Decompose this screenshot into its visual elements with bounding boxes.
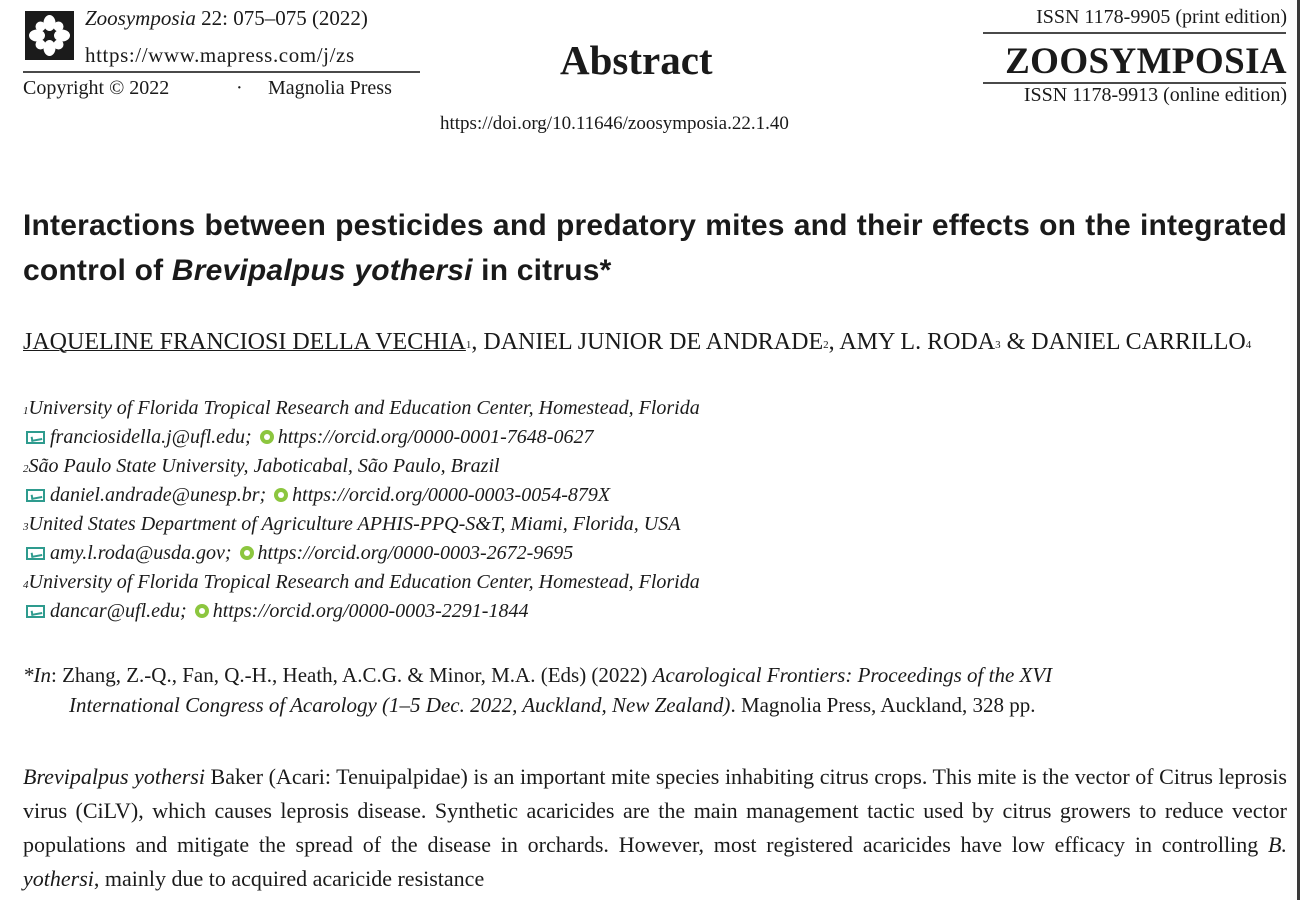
journal-volume-pages: 22: 075–075 (2022) (201, 6, 368, 30)
body-text: Baker (Acari: Tenuipalpidae) is an important mite species inhabiting citrus crops. This mite is the vector of Citrus leprosis virus (CiLV), which causes leprosis disease. Synthetic acaricides are the main management tactic used by citrus growers to reduce vector populations and mitigate the spread of the disease in orchards. However, most registered acaricides have low efficacy in controlling (23, 764, 1287, 857)
note-publisher: . Magnolia Press, Auckland, 328 pp. (730, 693, 1036, 717)
contact-line (23, 539, 700, 568)
email-icon (26, 431, 45, 444)
journal-title-banner: ZOOSYMPOSIA (1005, 41, 1287, 82)
author-name: DANIEL JUNIOR DE ANDRADE (483, 329, 824, 355)
author-affiliation-mark: 2 (823, 339, 829, 351)
author-name: DANIEL CARRILLO (1031, 329, 1246, 355)
email-icon (26, 605, 45, 618)
email-icon (26, 547, 45, 560)
author-separator: , (471, 329, 484, 355)
journal-name: Zoosymposia (85, 6, 196, 30)
author-separator: & (1000, 329, 1032, 355)
orcid-link[interactable]: https://orcid.org/0000-0003-2672-9695 (257, 542, 574, 564)
orcid-icon (260, 430, 274, 444)
affiliation-institution: University of Florida Tropical Research and Education Center, Homestead, Florida (28, 397, 700, 419)
affiliation-line (23, 394, 700, 423)
author-list (23, 325, 1287, 360)
orcid-link[interactable]: https://orcid.org/0000-0003-2291-1844 (212, 600, 529, 622)
section-label: Abstract (560, 37, 713, 83)
issn-print: ISSN 1178-9905 (print edition) (1036, 6, 1287, 28)
orcid-link[interactable]: https://orcid.org/0000-0003-0054-879X (292, 484, 611, 506)
note-line (23, 660, 1287, 690)
affiliations (23, 394, 700, 626)
affiliation-institution: United States Department of Agriculture APHIS-PPQ-S&T, Miami, Florida, USA (28, 513, 681, 535)
copyright-separator: · (236, 77, 243, 99)
affiliation-line (23, 568, 700, 597)
author-name: AMY L. RODA (839, 329, 996, 355)
affiliation-mark: 3 (23, 521, 29, 533)
email-link[interactable]: amy.l.roda@usda.gov; (50, 542, 232, 564)
email-link[interactable]: franciosidella.j@ufl.edu; (50, 426, 252, 448)
author-name[interactable]: JAQUELINE FRANCIOSI DELLA VECHIA (23, 329, 466, 355)
note-proceedings-title: Acarological Frontiers: Proceedings of the XVI (652, 663, 1053, 687)
email-link[interactable]: daniel.andrade@unesp.br; (50, 484, 267, 506)
affiliation-line (23, 452, 700, 481)
affiliation-institution: São Paulo State University, Jaboticabal, São Paulo, Brazil (28, 455, 500, 477)
orcid-icon (240, 546, 254, 560)
copyright: Copyright © 2022 (23, 77, 170, 99)
note-editors: : Zhang, Z.-Q., Fan, Q.-H., Heath, A.C.G. & Minor, M.A. (Eds) (2022) (51, 663, 653, 687)
author-affiliation-mark: 1 (465, 339, 472, 351)
affiliation-line (23, 510, 700, 539)
flower-logo-icon (25, 11, 74, 60)
contact-line (23, 597, 700, 626)
orcid-icon (195, 604, 209, 618)
journal-citation (85, 6, 368, 31)
article-title (23, 203, 1287, 293)
doi-link[interactable]: https://doi.org/10.11646/zoosymposia.22.1.40 (440, 113, 789, 134)
email-link[interactable]: dancar@ufl.edu; (50, 600, 187, 622)
note-line (23, 690, 1287, 720)
issn-online: ISSN 1178-9913 (online edition) (1023, 84, 1287, 106)
note-proceedings-title-cont: International Congress of Acarology (1–5 Dec. 2022, Auckland, New Zealand) (69, 693, 731, 717)
publisher: Magnolia Press (268, 77, 392, 99)
title-text: Interactions between pesticides and predatory mites and their effects on the integrated control of (23, 209, 1287, 287)
affiliation-mark: 4 (23, 579, 29, 591)
proceedings-note (23, 660, 1287, 720)
body-species-short: B. yothersi (23, 832, 1287, 891)
title-text-end: in citrus* (472, 254, 612, 287)
affiliation-institution: University of Florida Tropical Research and Education Center, Homestead, Florida (28, 571, 700, 593)
issn-divider-top (983, 32, 1286, 34)
contact-line (23, 481, 700, 510)
title-species: Brevipalpus yothersi (171, 254, 473, 287)
affiliation-mark: 2 (23, 463, 29, 475)
author-affiliation-mark: 3 (995, 339, 1001, 351)
body-species: Brevipalpus yothersi (23, 764, 205, 789)
author-separator: , (828, 329, 840, 355)
body-text-cont: , mainly due to acquired acaricide resistance (93, 866, 485, 891)
affiliation-mark: 1 (23, 405, 29, 417)
orcid-icon (274, 488, 288, 502)
author-affiliation-mark: 4 (1245, 339, 1252, 351)
abstract-body (23, 760, 1287, 896)
journal-logo (25, 11, 74, 60)
email-icon (26, 489, 45, 502)
journal-url-link[interactable]: https://www.mapress.com/j/zs (85, 43, 355, 67)
orcid-link[interactable]: https://orcid.org/0000-0001-7648-0627 (277, 426, 594, 448)
contact-line (23, 423, 700, 452)
note-prefix: *In (23, 663, 51, 687)
header-divider (23, 71, 420, 73)
